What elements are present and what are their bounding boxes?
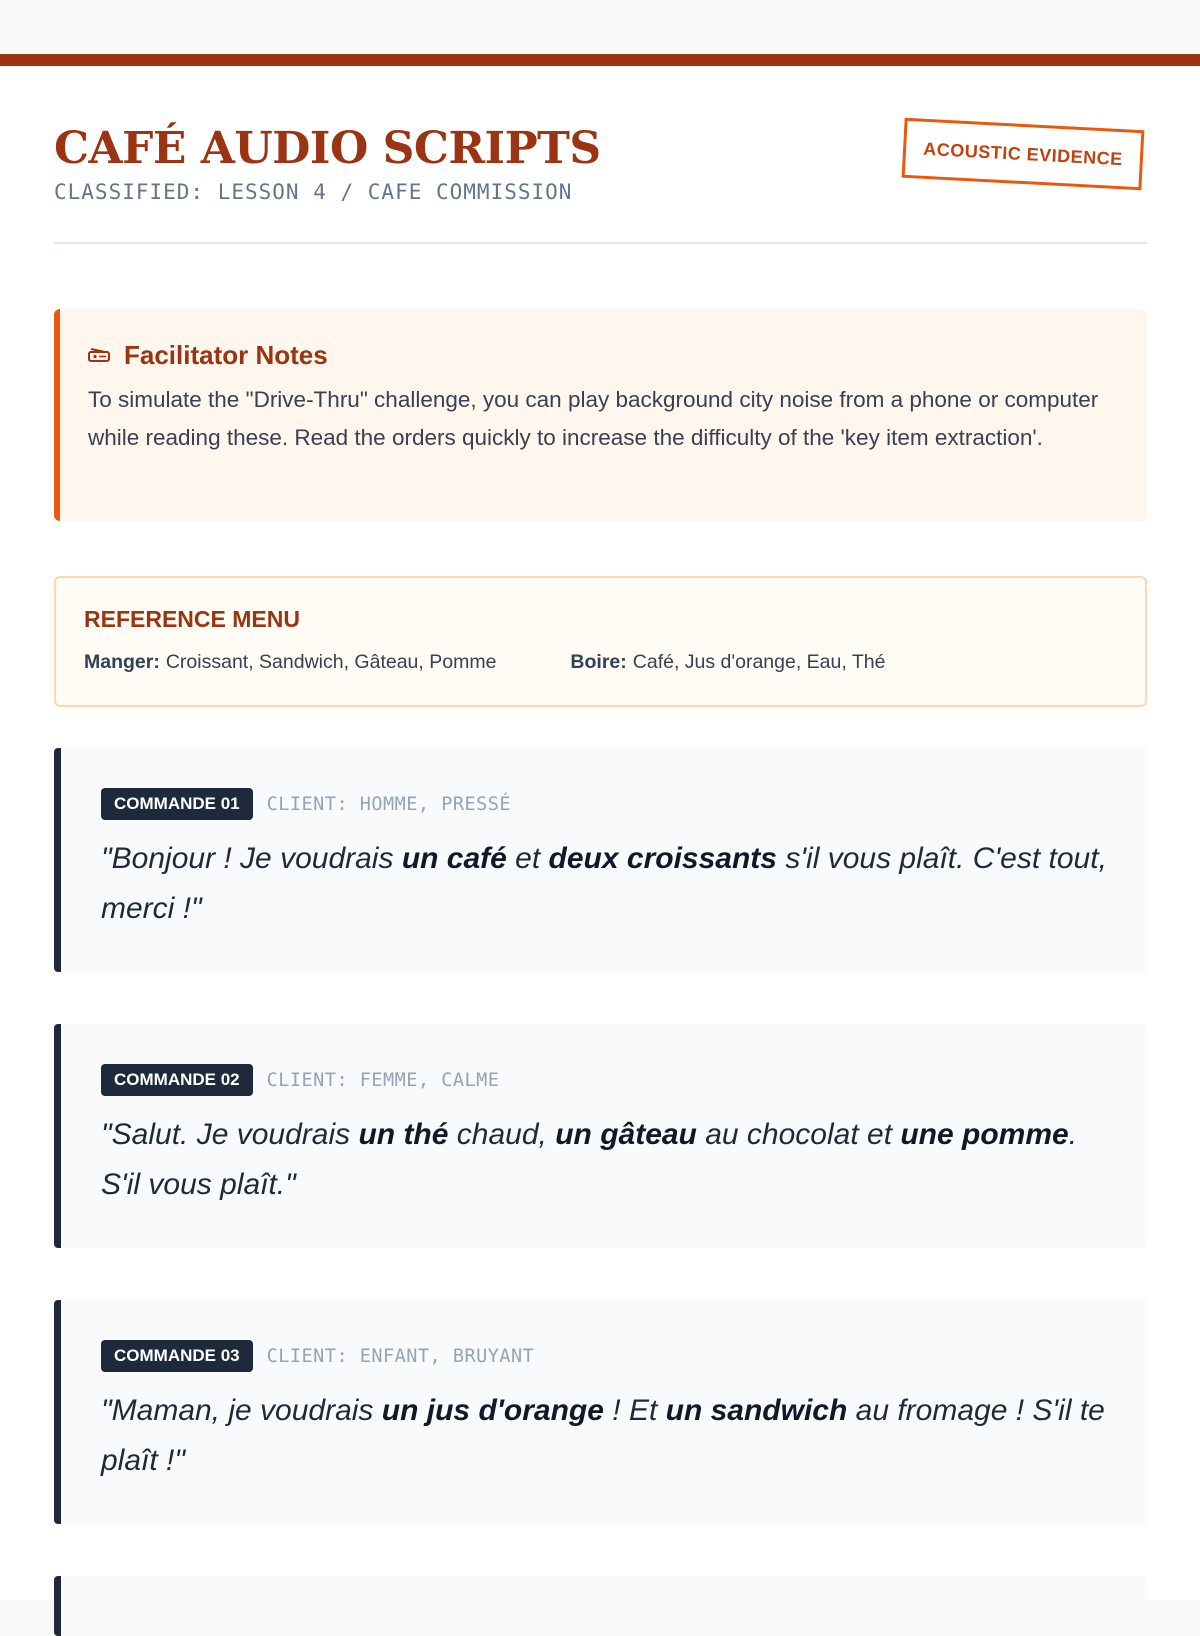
acoustic-evidence-stamp [902,118,1145,190]
key-item: deux croissants [548,842,777,875]
notes-header [88,339,1115,371]
order-card-04 [54,1576,1147,1636]
key-item: un sandwich [665,1394,848,1427]
menu-label: Manger: [84,651,160,673]
order-header [101,1064,1107,1096]
script-text: "Bonjour ! Je voudrais [101,842,402,875]
document-header [54,124,1147,244]
order-badge: COMMANDE 01 [101,788,253,820]
order-card-01 [54,748,1147,972]
notes-title: Facilitator Notes [124,339,328,370]
order-client: CLIENT: HOMME, PRESSÉ [266,793,512,815]
order-client: CLIENT: FEMME, CALME [266,1069,500,1091]
page-title: CAFÉ AUDIO SCRIPTS [54,123,601,174]
menu-items: Café, Jus d'orange, Eau, Thé [632,651,886,673]
order-header [101,1340,1107,1372]
menu-label: Boire: [570,651,627,673]
order-card-03 [54,1300,1147,1524]
script-text: au fromage ! S'il te plaît !" [101,1394,1105,1477]
page-subtitle: CLASSIFIED: LESSON 4 / CAFE COMMISSION [54,180,573,204]
script-text: chaud, [448,1118,556,1151]
script-text: au chocolat et [696,1118,901,1151]
menu-items: Croissant, Sandwich, Gâteau, Pomme [165,651,497,673]
key-item: un jus d'orange [381,1394,604,1427]
order-header [101,788,1107,820]
order-badge: COMMANDE 02 [101,1064,253,1096]
facilitator-notes [54,309,1147,521]
order-card-02 [54,1024,1147,1248]
order-script [101,834,1107,934]
script-text: "Maman, je voudrais [101,1394,382,1427]
key-item: un café [401,842,507,875]
order-script [101,1110,1107,1210]
radio-icon [88,346,110,364]
script-text: . S'il vous plaît." [101,1118,1078,1201]
script-text: "Salut. Je voudrais [101,1118,359,1151]
menu-row [84,651,1117,674]
key-item: une pomme [900,1118,1069,1151]
script-text: et [506,842,549,875]
notes-body: To simulate the "Drive-Thru" challenge, you can play background city noise from a phone or computer while reading these. Read the orders quickly to increase the difficulty of the 'key item extraction'. [88,387,1099,450]
document-sheet [0,54,1200,1600]
reference-menu [54,576,1147,707]
order-client: CLIENT: ENFANT, BRUYANT [266,1345,535,1367]
order-script [101,1386,1107,1486]
script-text: s'il vous plaît. C'est tout, merci !" [101,842,1107,925]
order-badge: COMMANDE 03 [101,1340,253,1372]
key-item: un thé [358,1118,449,1151]
stamp-label: ACOUSTIC EVIDENCE [922,138,1124,169]
menu-group-boire [570,651,885,674]
key-item: un gâteau [555,1118,697,1151]
menu-title: REFERENCE MENU [84,606,300,632]
menu-group-manger [84,651,496,674]
script-text: ! Et [603,1394,666,1427]
